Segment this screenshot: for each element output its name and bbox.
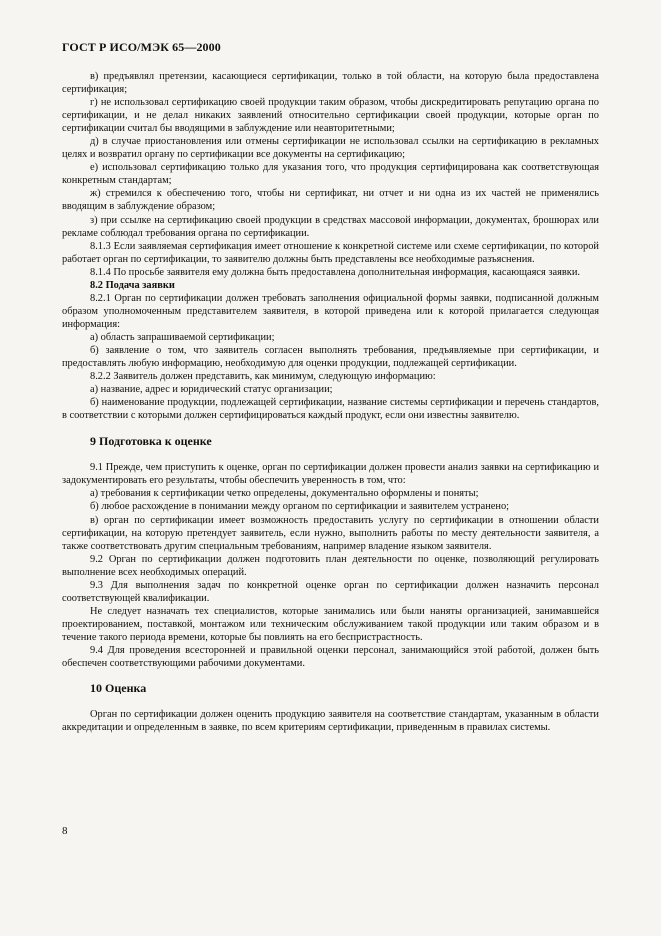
section-heading: 9 Подготовка к оценке (90, 434, 212, 449)
paragraph: б) любое расхождение в понимании между органом по сертификации и заявителем устранено; (90, 501, 510, 513)
paragraph: Орган по сертификации должен оценить продукцию заявителя на соответствие стандартам, указанным в области аккредитации и определенным в заявке, по всем критериям сертификации, приведенным в правилах системы. (62, 709, 599, 734)
paragraph: б) заявление о том, что заявитель согласен выполнять требования, предъявляемые при сертификации, и предоставлять любую информацию, необходимую для оценки продукции, подлежащей сертификации. (62, 344, 599, 370)
paragraph: а) требования к сертификации четко определены, документально оформлены и поняты; (90, 488, 479, 500)
paragraph: е) использовал сертификацию только для указания того, что продукция сертифицирована как соответствующая конкретным стандартам; (62, 162, 599, 187)
paragraph: 9.4 Для проведения всесторонней и правильной оценки персонал, занимающийся этой работой, должен быть обеспечен соответствующими рабочими документами. (62, 644, 599, 670)
paragraph: в) предъявлял претензии, касающиеся сертификации, только в той области, на которую была предоставлена сертификация; (62, 71, 599, 96)
paragraph: г) не использовал сертификацию своей продукции таким образом, чтобы дискредитировать репутацию органа по сертификации, и не делал никаких заявлений относительно сертификации своей продукции, которые орган по сертификации считал бы вводящими в заблуждение или неавторитетными; (62, 97, 599, 135)
paragraph: а) название, адрес и юридический статус организации; (90, 384, 333, 396)
paragraph: 8.1.4 По просьбе заявителя ему должна быть предоставлена дополнительная информация, касающаяся заявки. (90, 266, 581, 278)
paragraph: 8.1.3 Если заявляемая сертификация имеет отношение к конкретной системе или схеме сертификации, по которой работает орган по сертификации, то заявителю должны быть представлены все необходимые разъяснения. (62, 240, 599, 265)
paragraph: 9.1 Прежде, чем приступить к оценке, орган по сертификации должен провести анализ заявки на сертификацию и задокументировать его результаты, чтобы обеспечить уверенность в том, что: (62, 462, 599, 487)
paragraph: з) при ссылке на сертификацию своей продукции в средствах массовой информации, документах, брошюрах или рекламе соблюдал требования органа по сертификации. (62, 214, 599, 239)
document-header: ГОСТ Р ИСО/МЭК 65—2000 (62, 40, 221, 54)
paragraph: ж) стремился к обеспечению того, чтобы ни сертификат, ни отчет и ни одна из их частей не применялись вводящим в заблуждение образом; (62, 188, 599, 213)
section-heading: 10 Оценка (90, 681, 147, 696)
document-body (62, 70, 599, 734)
paragraph: 8.2.1 Орган по сертификации должен требовать заполнения официальной формы заявки, подписанной должным образом уполномоченным представителем заявителя, в которой приведена или к которой прилагается следующая информация: (62, 292, 599, 330)
paragraph: б) наименование продукции, подлежащей сертификации, название системы сертификации и перечень стандартов, в соответствии с которыми должен сертифицироваться каждый продукт, если они известны заявителю. (62, 397, 599, 422)
paragraph: 9.2 Орган по сертификации должен подготовить план деятельности по оценке, позволяющий регулировать выполнение всех необходимых операций. (62, 553, 599, 578)
paragraph: Не следует назначать тех специалистов, которые занимались или были наняты организацией, занимавшейся проектированием, поставкой, монтажом или техническим обслуживанием такой продукции или таким образом и в течение такого периода времени, которые бы повлиять на его беспристрастность. (62, 605, 599, 643)
paragraph: а) область запрашиваемой сертификации; (90, 331, 275, 343)
paragraph: в) орган по сертификации имеет возможность предоставить услугу по сертификации в отношении области сертификации, на которую претендует заявитель, если нужно, выполнить работы по месту деятельности заявителя, а также соответствовать другим специальным требованиям, например владение языком заявителя. (62, 514, 599, 552)
paragraph: 9.3 Для выполнения задач по конкретной оценке орган по сертификации должен назначить персонал соответствующей квалификации. (62, 579, 599, 604)
subsection-heading: 8.2 Подача заявки (90, 279, 175, 291)
page-number: 8 (62, 825, 68, 837)
paragraph: 8.2.2 Заявитель должен представить, как минимум, следующую информацию: (90, 371, 436, 383)
paragraph: д) в случае приостановления или отмены сертификации не использовал ссылки на сертификацию в рекламных целях и возвратил органу по сертификации все документы на сертификацию; (62, 136, 599, 161)
